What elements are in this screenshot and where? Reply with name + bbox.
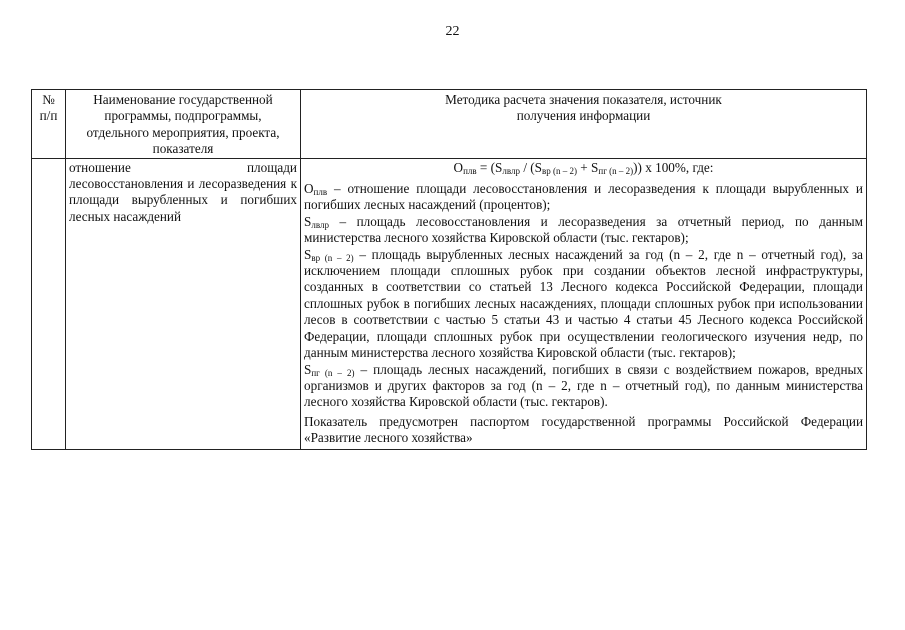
def-symbol: S: [304, 213, 312, 229]
formula-s2-sub: вр (n – 2): [542, 165, 577, 176]
page-number: 22: [445, 24, 460, 39]
header-num: № п/п: [32, 90, 66, 159]
definition-svr: [304, 247, 863, 362]
def-symbol: S: [304, 361, 312, 377]
def-text: – площадь вырубленных лесных насаждений за год (n – 2, где n – отчетный год), за исключением площади сплошных рубок при создании объектов лесной инфраструктуры, созданных в соответствии со статьей 13 Лесного кодекса Российской Федерации, площади сплошных рубок в погибших лесных насаждениях, площади сплошных рубок при использовании лесов в соответствии с частью 5 статьи 43 и частью 4 статьи 45 Лесного кодекса Российской Федерации, площади сплошных рубок при осуществлении геологического изучения недр, по данным министерства лесного хозяйства Кировской области (тыс. гектаров);: [304, 246, 863, 361]
formula: [304, 160, 863, 176]
formula-mid1: / (S: [520, 159, 542, 175]
formula-s1-sub: лвлр: [502, 165, 521, 176]
definition-slvlr: [304, 214, 863, 247]
formula-tail: )) x 100%, где:: [633, 159, 714, 175]
row-name: отношение площади лесовосстановления и лесоразведения к площади вырубленных и погибших лесных насаждений: [66, 158, 301, 449]
def-text: – отношение площади лесовосстановления и лесоразведения к площади вырубленных и погибших лесных насаждений (процентов);: [304, 181, 863, 213]
table-header-row: [32, 90, 867, 159]
def-symbol: S: [304, 246, 312, 262]
def-sub: плв: [313, 187, 328, 198]
definition-spg: [304, 362, 863, 411]
formula-lhs: О: [453, 159, 464, 175]
def-sub: пг (n – 2): [311, 367, 355, 378]
definition-oplv: [304, 181, 863, 214]
program-note: Показатель предусмотрен паспортом государственной программы Российской Федерации «Развитие лесного хозяйства»: [304, 413, 863, 446]
formula-eq-open: = (S: [476, 159, 503, 175]
header-name: Наименование государственной программы, подпрограммы, отдельного мероприятия, проекта, показателя: [66, 90, 301, 159]
header-method: Методика расчета значения показателя, источник получения информации: [301, 90, 867, 159]
row-method: [301, 158, 867, 449]
formula-plus: + S: [577, 159, 599, 175]
formula-lhs-sub: плв: [463, 165, 477, 176]
def-symbol: О: [304, 181, 314, 197]
def-text: – площадь лесных насаждений, погибших в связи с воздействием пожаров, вредных организмов и других факторов за год (n – 2, где n – отчетный год), по данным министерства лесного хозяйства Кировской области (тыс. гектаров).: [304, 361, 863, 410]
def-sub: лвлр: [311, 219, 329, 230]
indicator-table: [31, 89, 867, 450]
def-sub: вр (n – 2): [311, 252, 354, 263]
formula-s3-sub: пг (n – 2): [598, 165, 634, 176]
row-num: [32, 158, 66, 449]
table-row: [32, 158, 867, 449]
def-text: – площадь лесовосстановления и лесоразведения за отчетный период, по данным министерства лесного хозяйства Кировской области (тыс. гектаров);: [304, 213, 863, 246]
